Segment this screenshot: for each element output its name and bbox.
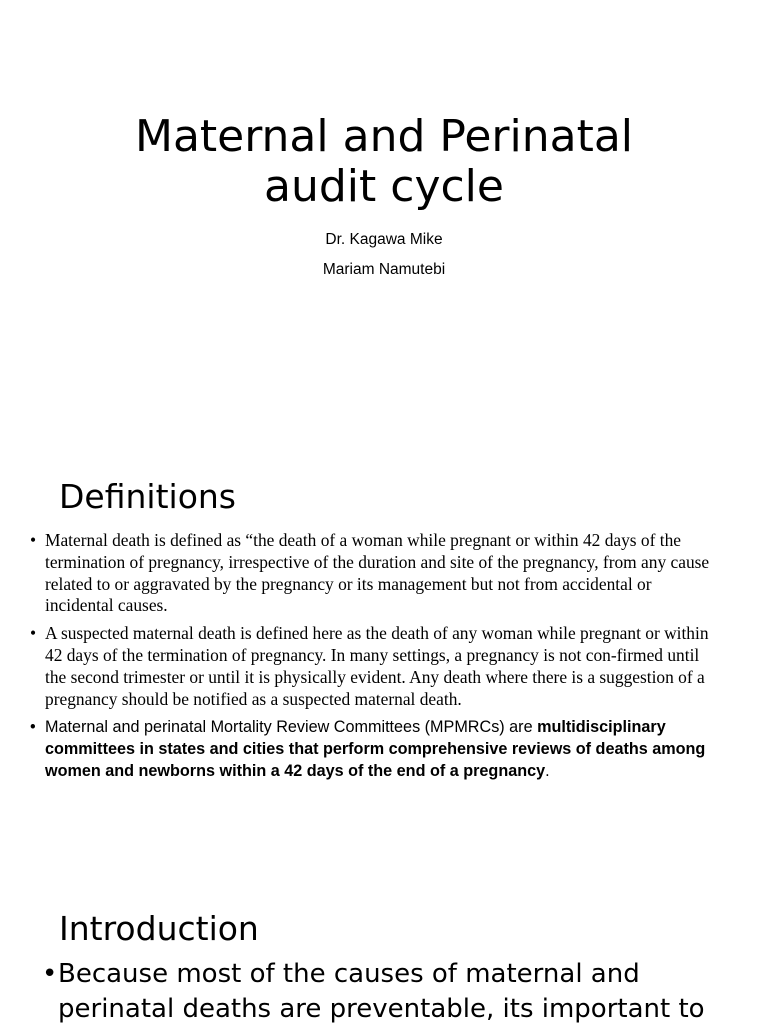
- title-line-1: Maternal and Perinatal: [134, 111, 634, 162]
- list-item: [30, 716, 715, 782]
- bullet-text-end: .: [545, 762, 550, 781]
- author-name: Dr. Kagawa Mike: [325, 231, 443, 248]
- bullet-text: Because most of the causes of maternal and perinatal deaths are preventable, its important to: [58, 959, 705, 1024]
- bullet-icon: •: [30, 623, 37, 644]
- list-item: [30, 530, 715, 617]
- bullet-icon: •: [30, 718, 36, 737]
- introduction-list: [42, 957, 742, 1024]
- bullet-icon: •: [30, 530, 37, 550]
- bullet-text: Maternal and perinatal Mortality Review Committees (MPMRCs) are: [45, 718, 538, 737]
- bullet-text: A suspected maternal death is defined here as the death of any woman while pregnant or within 42 days of the termination of pregnancy. In many settings, a pregnancy is not con-firmed until the second trimester or until it is physically evident. Any death where there is a suggestion of a pregnancy should be notified as a suspected maternal death.: [45, 623, 709, 709]
- definitions-slide: [0, 460, 768, 880]
- section-heading: Introduction: [59, 909, 259, 948]
- section-heading: Definitions: [59, 477, 236, 516]
- title-line-2: audit cycle: [264, 161, 504, 212]
- bullet-text-bold: multidisciplinary committees in states and cities that perform comprehensive reviews of deaths among women and newborns within a 42 days of the end of a pregnancy: [45, 718, 706, 781]
- presentation-title: [0, 112, 768, 212]
- bullet-icon: •: [42, 959, 58, 989]
- bullet-text: Maternal death is defined as “the death of a woman while pregnant or within 42 days of the termination of pregnancy, irrespective of the duration and site of the pregnancy, from any cause related to or aggravated by the pregnancy or its management but not from accidental or incidental causes.: [45, 530, 710, 616]
- list-item: [30, 623, 715, 710]
- list-item: [42, 957, 742, 1024]
- author-name: Mariam Namutebi: [322, 261, 446, 278]
- definitions-list: [30, 530, 715, 788]
- introduction-slide: [0, 895, 768, 1024]
- title-slide: [0, 0, 768, 440]
